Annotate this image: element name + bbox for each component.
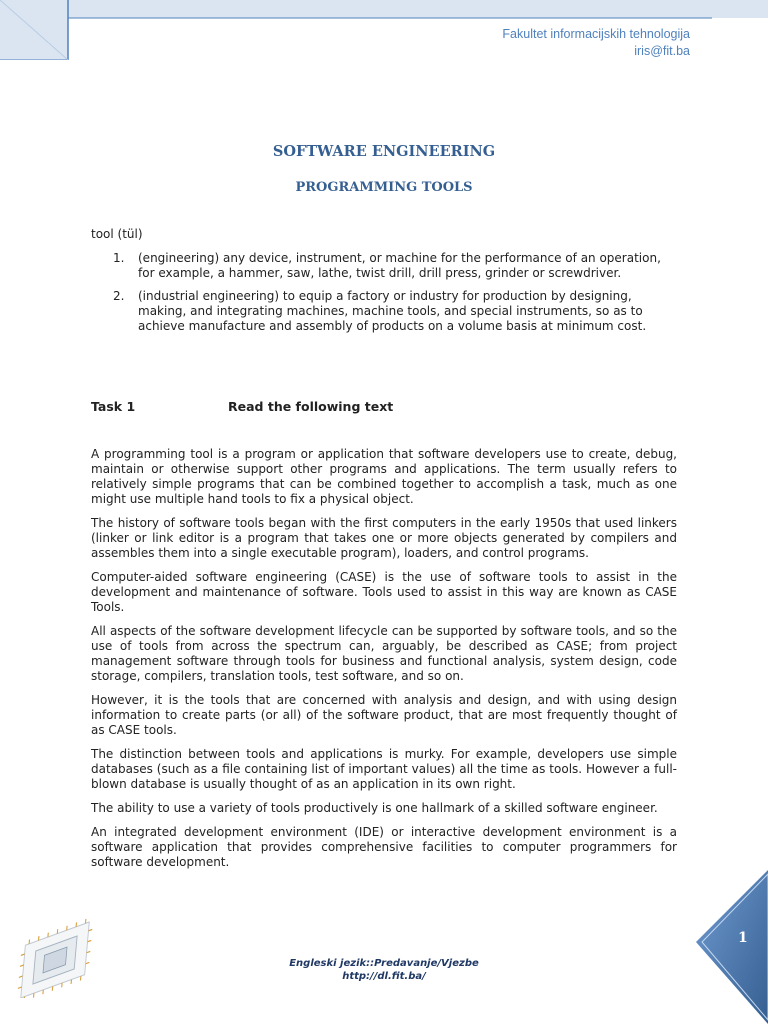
list-number: 2. xyxy=(113,289,125,303)
document-subtitle: PROGRAMMING TOOLS xyxy=(295,180,473,195)
paragraph: The distinction between tools and applications is murky. For example, developers use simple databases (such as a file containing list of important values) all the time as tools. However a full-blown database is usually thought of as an application in its own right. xyxy=(91,747,677,791)
paragraph: However, it is the tools that are concerned with analysis and design, and with using design information to create parts (or all) of the software product, that are most frequently thought of as CASE tools. xyxy=(91,693,677,737)
list-text: (industrial engineering) to equip a factory or industry for production by designing, making, and integrating machines, machine tools, and special instruments, so as to achieve manufacture and assembly of products on a volume basis at minimum cost. xyxy=(138,289,647,333)
footer xyxy=(0,957,768,983)
page-number-badge xyxy=(696,870,768,1024)
task-label: Task 1 xyxy=(91,399,136,414)
list-number: 1. xyxy=(113,251,125,265)
document-title: SOFTWARE ENGINEERING xyxy=(272,143,496,160)
paragraph: An integrated development environment (IDE) or interactive development environment is a software application that provides comprehensive facilities to computer programmers for software development. xyxy=(91,825,677,869)
paragraph: The ability to use a variety of tools productively is one hallmark of a skilled software engineer. xyxy=(91,801,658,815)
footer-link[interactable]: http://dl.fit.ba/ xyxy=(342,971,426,982)
page-number: 1 xyxy=(738,930,748,946)
footer-course: Engleski jezik::Predavanje/Vjezbe xyxy=(289,958,479,969)
task-instruction: Read the following text xyxy=(228,399,394,414)
paragraph: A programming tool is a program or application that software developers use to create, debug, maintain or otherwise support other programs and applications. The term usually refers to relatively simple programs that can be combined together to accomplish a task, much as one might use multiple hand tools to fix a physical object. xyxy=(91,447,677,506)
list-text: (engineering) any device, instrument, or machine for the performance of an operation, for example, a hammer, saw, lathe, twist drill, drill press, grinder or screwdriver. xyxy=(138,251,661,280)
list-item xyxy=(91,251,677,281)
definition-head: tool (tül) xyxy=(91,227,143,241)
header-email[interactable]: iris@fit.ba xyxy=(634,44,690,58)
paragraph: The history of software tools began with the first computers in the early 1950s that used linkers (linker or link editor is a program that takes one or more objects generated by compilers and assembles them into a single executable program), loaders, and control programs. xyxy=(91,516,677,560)
list-item xyxy=(91,289,677,334)
paragraph: All aspects of the software development lifecycle can be supported by software tools, and so the use of tools from across the spectrum can, arguably, be described as CASE; from project management software through tools for business and functional analysis, system design, code storage, compilers, translation tools, test software, and so on. xyxy=(91,624,677,683)
paragraph: Computer-aided software engineering (CASE) is the use of software tools to assist in the development and maintenance of software. Tools used to assist in this way are known as CASE Tools. xyxy=(91,570,677,614)
header-faculty: Fakultet informacijskih tehnologija xyxy=(502,27,690,41)
header-info xyxy=(502,26,690,60)
body-text xyxy=(91,447,677,879)
definition-list xyxy=(91,251,677,342)
